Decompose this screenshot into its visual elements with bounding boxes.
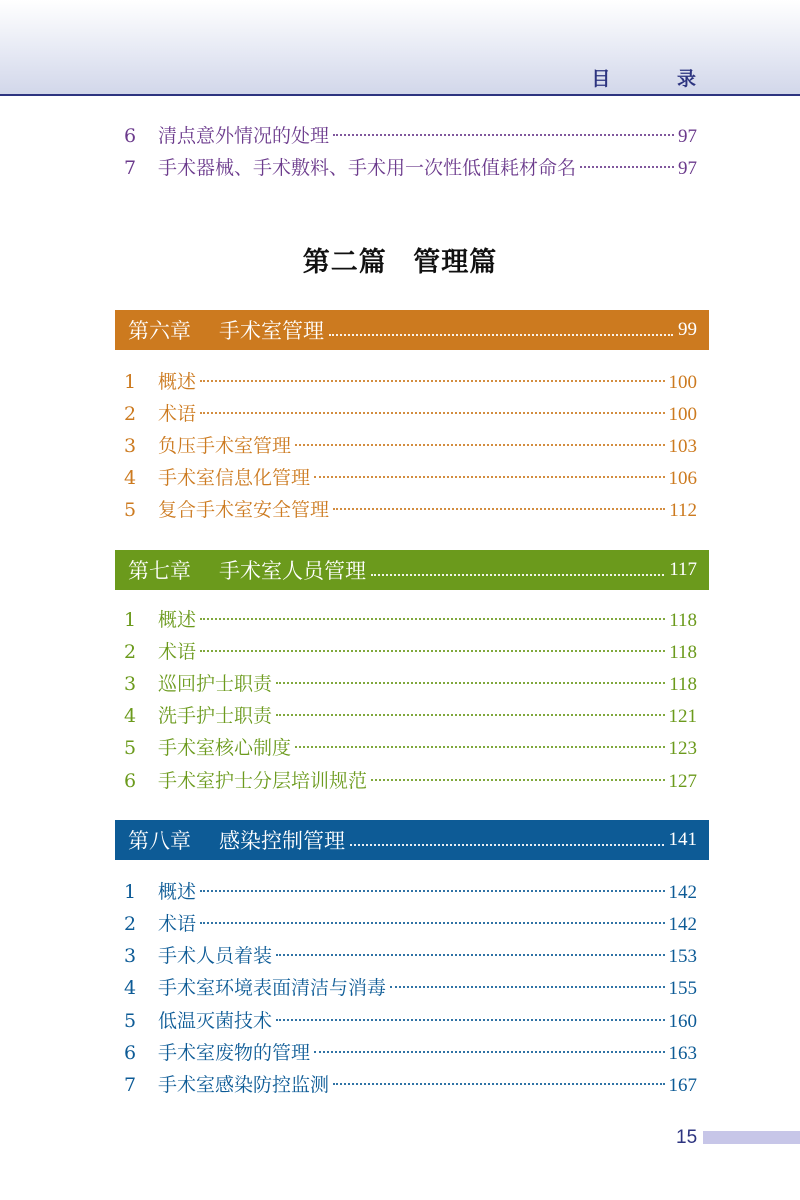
dot-leader: [390, 986, 664, 988]
chapter-page: 117: [669, 559, 697, 580]
entry-title: 术语: [158, 641, 197, 663]
toc-entry[interactable]: [124, 877, 697, 907]
entry-title: 概述: [158, 609, 197, 631]
entry-page: 118: [669, 610, 697, 631]
part-title: 管理篇: [413, 247, 498, 278]
entry-page: 118: [669, 674, 697, 695]
entry-page: 155: [668, 978, 697, 999]
entry-title: 概述: [158, 881, 197, 903]
entry-number: 6: [124, 1042, 137, 1064]
chapter-number: 第八章: [128, 829, 191, 853]
entry-title: 清点意外情况的处理: [158, 125, 330, 147]
entry-number: 1: [124, 609, 137, 631]
header-band: [0, 0, 800, 96]
entry-title: 手术器械、手术敷料、手术用一次性低值耗材命名: [158, 157, 577, 179]
toc-entry[interactable]: [124, 637, 697, 667]
entry-number: 2: [124, 403, 137, 425]
entry-number: 4: [124, 705, 137, 727]
dot-leader: [200, 618, 665, 620]
dot-leader: [333, 508, 665, 510]
entry-page: 123: [668, 738, 697, 759]
entry-page: 97: [678, 126, 697, 147]
toc-entry[interactable]: [124, 463, 697, 493]
entry-title: 术语: [158, 403, 197, 425]
entry-title: 手术室护士分层培训规范: [158, 770, 368, 792]
entry-title: 手术室感染防控监测: [158, 1074, 330, 1096]
chapter-number: 第七章: [128, 559, 191, 583]
entry-number: 5: [124, 737, 137, 759]
dot-leader: [295, 444, 664, 446]
entry-title: 负压手术室管理: [158, 435, 292, 457]
entry-number: 5: [124, 1010, 137, 1032]
entry-title: 复合手术室安全管理: [158, 499, 330, 521]
toc-entry[interactable]: [124, 1038, 697, 1068]
entry-page: 121: [668, 706, 697, 727]
toc-entry[interactable]: [124, 153, 697, 183]
entry-page: 142: [668, 914, 697, 935]
toc-entry[interactable]: [124, 973, 697, 1003]
entry-page: 142: [668, 882, 697, 903]
entry-number: 1: [124, 371, 137, 393]
entry-number: 2: [124, 913, 137, 935]
entry-title: 手术室核心制度: [158, 737, 292, 759]
chapter-bar-7[interactable]: [115, 550, 709, 590]
entry-page: 127: [668, 771, 697, 792]
chapter-title: 感染控制管理: [219, 829, 345, 853]
toc-entry[interactable]: [124, 669, 697, 699]
entry-number: 7: [124, 157, 137, 179]
dot-leader: [333, 1083, 664, 1085]
entry-page: 100: [668, 372, 697, 393]
dot-leader: [276, 1019, 664, 1021]
entry-title: 低温灭菌技术: [158, 1010, 273, 1032]
entry-number: 4: [124, 977, 137, 999]
entry-page: 167: [668, 1075, 697, 1096]
dot-leader: [371, 574, 664, 576]
dot-leader: [329, 334, 673, 336]
entry-number: 2: [124, 641, 137, 663]
entry-page: 97: [678, 158, 697, 179]
entry-title: 手术室信息化管理: [158, 467, 311, 489]
entry-title: 概述: [158, 371, 197, 393]
toc-entry[interactable]: [124, 909, 697, 939]
entry-title: 手术室环境表面清洁与消毒: [158, 977, 387, 999]
chapter-title: 手术室管理: [219, 319, 324, 343]
toc-entry[interactable]: [124, 399, 697, 429]
toc-entry[interactable]: [124, 431, 697, 461]
entry-page: 112: [669, 500, 697, 521]
toc-entry[interactable]: [124, 1070, 697, 1100]
entry-page: 100: [668, 404, 697, 425]
entry-title: 洗手护士职责: [158, 705, 273, 727]
chapter-bar-8[interactable]: [115, 820, 709, 860]
toc-entry[interactable]: [124, 733, 697, 763]
dot-leader: [333, 134, 674, 136]
toc-entry[interactable]: [124, 766, 697, 796]
entry-number: 7: [124, 1074, 137, 1096]
dot-leader: [276, 714, 664, 716]
toc-entry[interactable]: [124, 121, 697, 151]
part-heading: [0, 240, 800, 279]
entry-page: 153: [668, 946, 697, 967]
dot-leader: [200, 412, 664, 414]
entry-page: 103: [668, 436, 697, 457]
entry-number: 6: [124, 770, 137, 792]
chapter-title: 手术室人员管理: [219, 559, 366, 583]
page-strip-decoration: [703, 1131, 800, 1144]
entry-title: 手术人员着装: [158, 945, 273, 967]
entry-number: 3: [124, 673, 137, 695]
toc-entry[interactable]: [124, 605, 697, 635]
part-number: 第二篇: [302, 247, 387, 278]
dot-leader: [371, 779, 664, 781]
entry-page: 160: [668, 1011, 697, 1032]
entry-page: 118: [669, 642, 697, 663]
dot-leader: [200, 650, 665, 652]
dot-leader: [200, 380, 664, 382]
entry-number: 3: [124, 435, 137, 457]
entry-number: 6: [124, 125, 137, 147]
chapter-number: 第六章: [128, 319, 191, 343]
entry-number: 4: [124, 467, 137, 489]
chapter-bar-6[interactable]: [115, 310, 709, 350]
entry-number: 5: [124, 499, 137, 521]
dot-leader: [580, 166, 674, 168]
dot-leader: [350, 844, 664, 846]
entry-number: 3: [124, 945, 137, 967]
entry-title: 巡回护士职责: [158, 673, 273, 695]
toc-entry[interactable]: [124, 941, 697, 971]
entry-title: 术语: [158, 913, 197, 935]
dot-leader: [200, 922, 664, 924]
page-number: 15: [676, 1127, 698, 1148]
dot-leader: [276, 682, 665, 684]
entry-page: 163: [668, 1043, 697, 1064]
dot-leader: [314, 1051, 664, 1053]
toc-entry[interactable]: [124, 367, 697, 397]
dot-leader: [314, 476, 664, 478]
dot-leader: [295, 746, 664, 748]
entry-title: 手术室废物的管理: [158, 1042, 311, 1064]
entry-number: 1: [124, 881, 137, 903]
entry-page: 106: [668, 468, 697, 489]
chapter-page: 141: [668, 829, 697, 850]
toc-entry[interactable]: [124, 495, 697, 525]
toc-entry[interactable]: [124, 701, 697, 731]
toc-entry[interactable]: [124, 1006, 697, 1036]
chapter-page: 99: [678, 319, 697, 340]
running-head: 目 录: [591, 68, 726, 90]
dot-leader: [276, 954, 664, 956]
dot-leader: [200, 890, 664, 892]
